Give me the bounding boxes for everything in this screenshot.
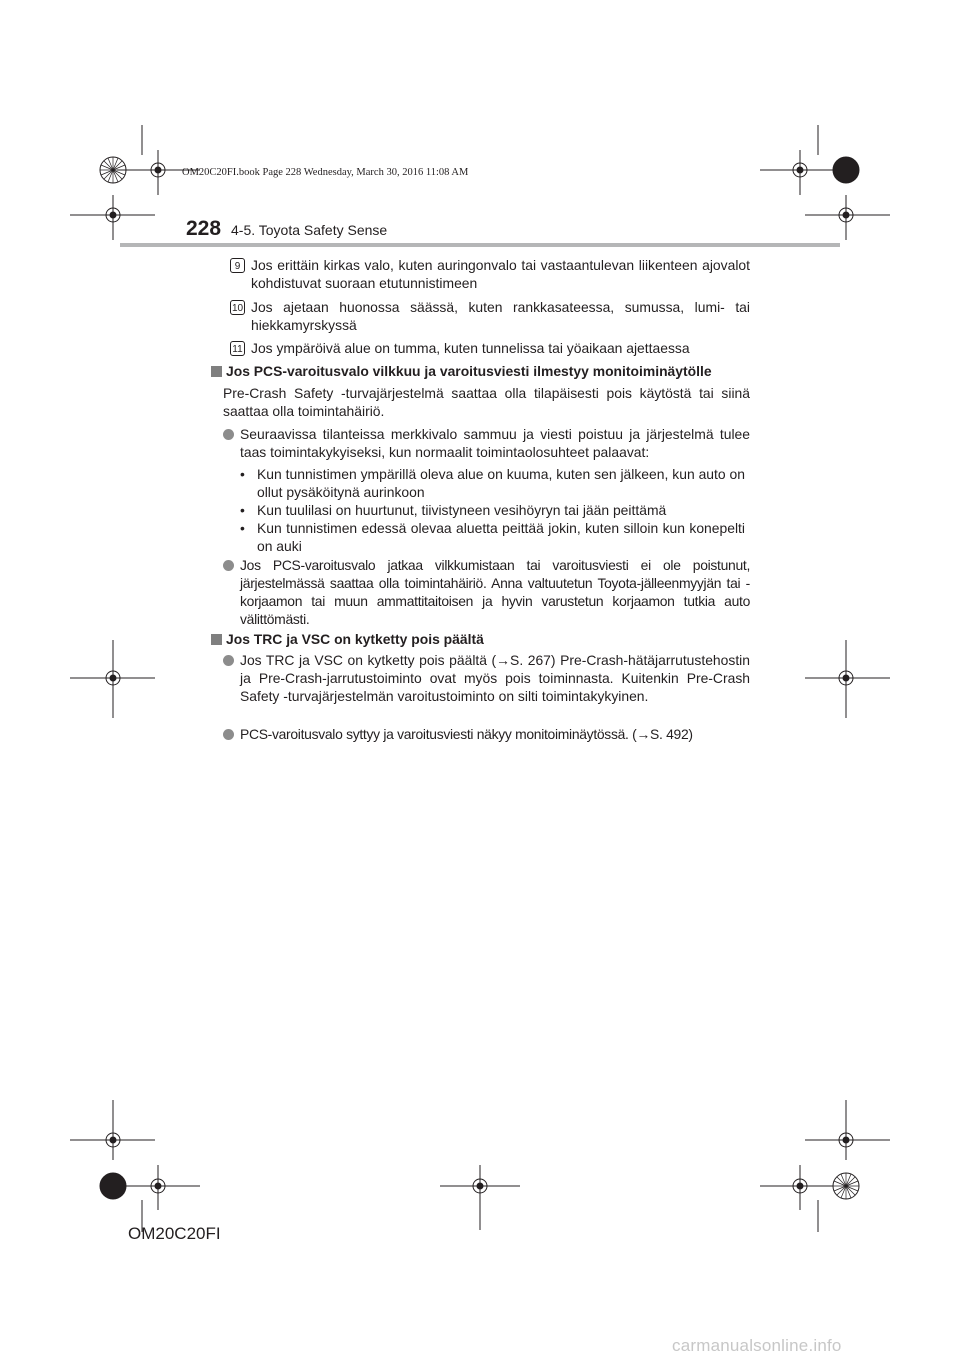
section-heading — [211, 362, 712, 380]
intro-paragraph: Pre-Crash Safety -turvajärjestelmä saattaa olla tilapäisesti pois käytöstä tai siinä saattaa olla toimintahäiriö. — [223, 385, 750, 419]
square-bullet-icon — [211, 634, 222, 645]
heading-text: Jos TRC ja VSC on kytketty pois päältä — [226, 631, 484, 647]
sub-list-item — [240, 501, 745, 519]
bullet-item — [223, 725, 750, 743]
section-title: 4-5. Toyota Safety Sense — [231, 222, 388, 238]
item-number-badge: 10 — [230, 300, 245, 315]
bullet-text: Jos TRC ja VSC on kytketty pois päältä (→S. 267) Pre-Crash-hätäjarrutustehostin ja Pre-Crash-jarrutustoiminto ovat myös pois toiminnasta. Kuitenkin Pre-Crash Safety -turvajärjestelmän varoitustoiminto on silti toimintakykyinen. — [240, 652, 750, 704]
circle-bullet-icon — [223, 560, 234, 571]
item-text: Jos ympäröivä alue on tumma, kuten tunnelissa tai yöaikaan ajettaessa — [251, 340, 690, 356]
item-text: Jos ajetaan huonossa säässä, kuten rankkasateessa, sumussa, lumi- tai hiekkamyrskyssä — [251, 299, 750, 333]
print-file-info: OM20C20FI.book Page 228 Wednesday, March 30, 2016 11:08 AM — [182, 167, 469, 178]
site-watermark: carmanualsonline.info — [672, 1336, 842, 1355]
circle-bullet-icon — [223, 429, 234, 440]
sub-bullet-icon: • — [240, 520, 245, 536]
sub-list-item — [240, 519, 745, 555]
page-number: 228 — [186, 217, 222, 240]
circle-bullet-icon — [223, 655, 234, 666]
bullet-item — [223, 556, 750, 628]
sub-item-text: Kun tuulilasi on huurtunut, tiivistyneen vesihöyryn tai jään peittämä — [257, 502, 667, 518]
bullet-text: Seuraavissa tilanteissa merkkivalo sammuu ja viesti poistuu ja järjestelmä tulee taas toimintakykyiseksi, kun normaalit toimintaolosuhteet palaavat: — [240, 426, 750, 460]
bullet-text: Jos PCS-varoitusvalo jatkaa vilkkumistaan tai varoitusviesti ei ole poistunut, järjestelmässä saattaa olla toimintahäiriö. Anna valtuutetun Toyota-jälleenmyyjän tai -korjaamon tai muun ammattitaitoisen ja hyvin varustetun korjaamon tutkia auto välittömästi. — [240, 557, 750, 627]
section-heading — [211, 630, 484, 648]
numbered-item — [230, 298, 750, 334]
item-number-badge: 9 — [230, 258, 245, 273]
bullet-item — [223, 425, 750, 461]
heading-text: Jos PCS-varoitusvalo vilkkuu ja varoitusviesti ilmestyy monitoiminäytölle — [226, 363, 712, 379]
header-rule — [120, 243, 840, 247]
sub-list-item — [240, 465, 745, 501]
numbered-item — [230, 339, 750, 357]
sub-item-text: Kun tunnistimen edessä olevaa aluetta peittää jokin, kuten silloin kun konepelti on auki — [257, 520, 745, 554]
bullet-text: PCS-varoitusvalo syttyy ja varoitusviesti näkyy monitoiminäytössä. (→S. 492) — [240, 726, 693, 742]
sub-item-text: Kun tunnistimen ympärillä oleva alue on kuuma, kuten sen jälkeen, kun auto on ollut pysäköitynä aurinkoon — [257, 466, 745, 500]
item-number-badge: 11 — [230, 341, 245, 356]
manual-code: OM20C20FI — [128, 1224, 221, 1243]
numbered-item — [230, 256, 750, 292]
sub-bullet-icon: • — [240, 466, 245, 482]
item-text: Jos erittäin kirkas valo, kuten auringonvalo tai vastaantulevan liikenteen ajovalot kohdistuvat suoraan etutunnistimeen — [251, 257, 750, 291]
sub-bullet-icon: • — [240, 502, 245, 518]
square-bullet-icon — [211, 366, 222, 377]
bullet-item — [223, 651, 750, 705]
circle-bullet-icon — [223, 729, 234, 740]
